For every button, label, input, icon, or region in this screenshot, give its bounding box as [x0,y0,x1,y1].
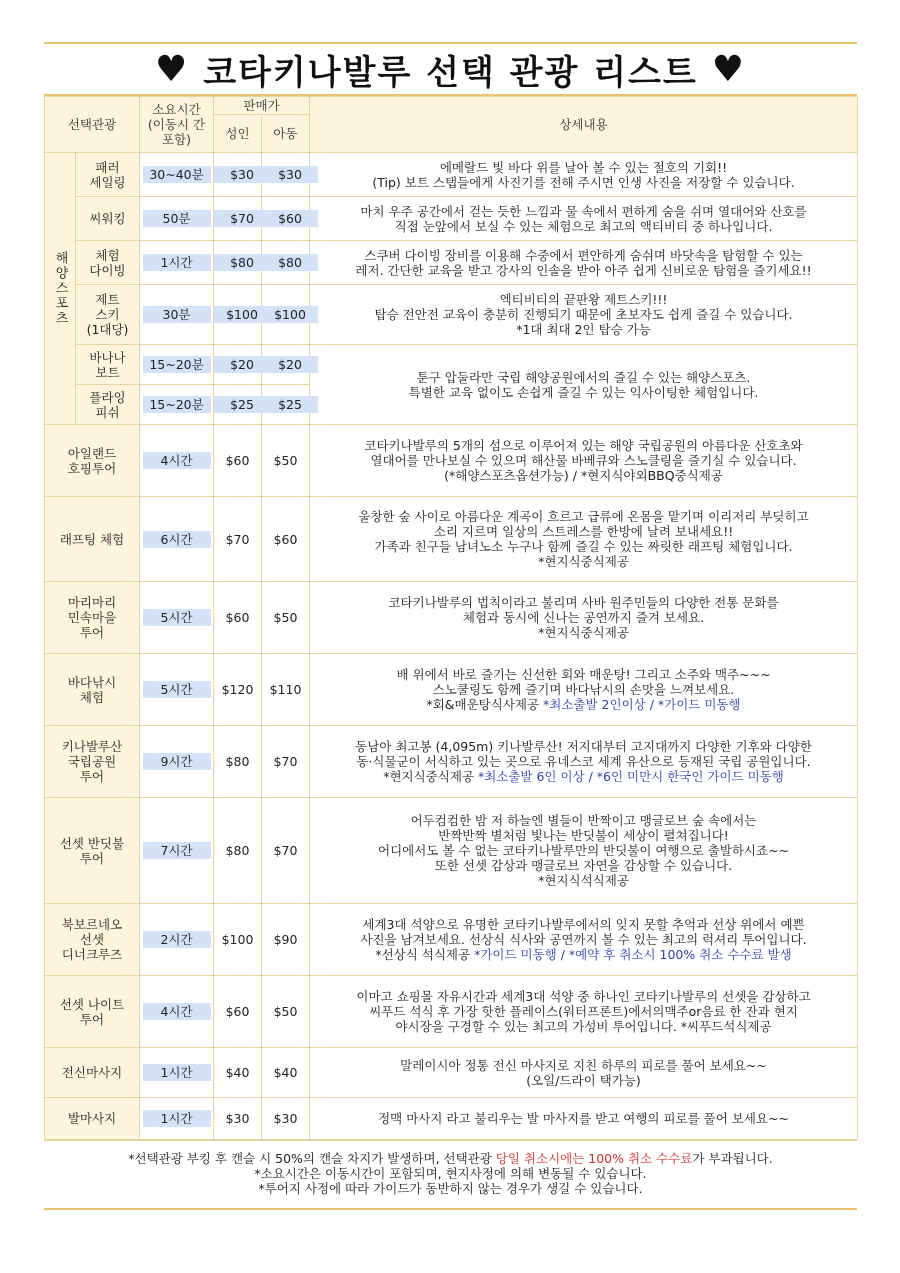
tour-name-text: 플라잉 피쉬 [89,389,126,420]
adult-price: $80 [214,726,262,798]
adult-price: $80 [214,798,262,904]
detail-text: 또한 선셋 감상과 맹글로브 자연을 감상할 수 있습니다. [434,858,733,873]
duration-value-cell [140,425,214,497]
detail-line [318,667,849,682]
detail-line [318,917,849,932]
detail-cell [310,904,858,976]
detail-text: *회&매운탕식사제공 [426,697,544,712]
table-row [45,153,858,197]
duration-value: 1시간 [143,1110,211,1127]
table-row [45,197,858,241]
tour-sheet [44,42,857,1210]
detail-text: 배 위에서 바로 즐기는 신선한 회와 매운탕! 그리고 소주와 맥주~~~ [396,667,771,682]
detail-text: 소리 지르며 일상의 스트레스를 한방에 날려 보내세요!! [433,524,734,539]
table-row [45,904,858,976]
tour-name-text: 선셋 나이트 투어 [59,996,125,1027]
tour-name-text: 전신마사지 [61,1065,123,1080]
tour-name [45,976,140,1048]
footer-line-1-a: *선택관광 부킹 후 캔슬 시 50%의 캔슬 차지가 발생하며, 선택관광 [128,1151,496,1166]
detail-line [318,1111,849,1126]
detail-cell [310,345,858,425]
tour-name [76,197,140,241]
adult-price: $40 [214,1048,262,1098]
child-price: $30 [262,166,318,183]
detail-line [318,524,849,539]
table-row [45,798,858,904]
detail-line: 스쿠버 다이빙 장비를 이용해 수중에서 편안하게 숨쉬며 바닷속을 탐험할 수 있는 [364,247,803,263]
detail-cell [310,153,858,197]
child-price-cell [262,197,310,241]
table-row [45,345,858,385]
header-detail: 상세내용 [310,97,858,153]
child-price-cell [262,345,310,385]
detail-text: 코타키나발루의 법칙이라고 불리며 사바 원주민들의 다양한 전통 문화를 [388,595,779,610]
detail-line [318,625,849,640]
detail-line [318,509,849,524]
duration-value: 1시간 [143,1064,211,1081]
duration-value: 5시간 [143,681,211,698]
footer-line-1-red: 당일 취소시에는 100% 취소 수수료 [495,1151,693,1166]
group-label: 해양스포츠 [45,153,76,425]
tour-name [76,241,140,285]
detail-line [318,468,849,483]
detail-line: 툰구 압둘라만 국립 해양공원에서의 즐길 수 있는 해양스포츠. [416,369,751,385]
child-price: $50 [262,582,310,654]
detail-line: 엑티비티의 끝판왕 제트스키!!! [499,292,668,307]
table-row [45,425,858,497]
detail-text: 야시장을 구경할 수 있는 최고의 가성비 투어입니다. *씨푸드석식제공 [395,1019,772,1034]
detail-line [318,754,849,769]
adult-price: $30 [214,1098,262,1140]
tour-name [76,345,140,385]
detail-text: *최소출발 2인이상 / *가이드 미동행 [543,697,741,712]
detail-text: 씨푸드 석식 후 가장 핫한 플레이스(워터프론트)에서의맥주or음료 한 잔과 현지 [369,1004,798,1019]
tour-name [45,1048,140,1098]
detail-text: 스노쿨링도 함께 즐기며 바다낚시의 손맛을 느껴보세요. [432,682,735,697]
detail-text: *현지식중식제공 [538,625,629,640]
header-duration-label: 소요시간 [152,102,201,117]
detail-line [318,769,849,784]
tour-name-text: 발마사지 [67,1111,117,1126]
detail-text: 울창한 숲 사이로 아름다운 계곡이 흐르고 급류에 온몸을 맡기며 이리저리 부딪히고 [358,509,809,524]
detail-text: 체험과 동시에 신나는 공연까지 즐겨 보세요. [462,610,705,625]
detail-cell [310,726,858,798]
detail-cell [310,425,858,497]
duration-value-cell [140,976,214,1048]
duration-value-cell [140,798,214,904]
duration-value-cell [140,654,214,726]
detail-line [318,539,849,554]
detail-line [318,595,849,610]
detail-line [318,1004,849,1019]
detail-cell [310,197,858,241]
detail-line [318,932,849,947]
duration-value-cell [140,385,214,425]
child-price: $70 [262,726,310,798]
adult-price-cell [214,197,262,241]
adult-price: $120 [214,654,262,726]
detail-line [318,843,849,858]
detail-line [318,1019,849,1034]
adult-price: $70 [214,497,262,582]
detail-line: 탑승 전안전 교육이 충분히 진행되기 때문에 초보자도 쉽게 즐길 수 있습니다. [374,307,793,322]
tour-name-text: 마리마리 민속마을 투어 [67,595,117,640]
detail-line [318,1058,849,1073]
table-row [45,1098,858,1140]
footer-line-2: *소요시간은 이동시간이 포함되며, 현지사정에 의해 변동될 수 있습니다. [254,1166,647,1181]
child-price: $25 [262,396,318,413]
child-price: $90 [262,904,310,976]
tour-name-text: 바다낚시 체험 [67,674,117,705]
detail-text: *가이드 미동행 / *예약 후 취소시 100% 취소 수수료 발생 [474,947,792,962]
page-title: 코타키나발루 선택 관광 리스트 [203,52,698,93]
tour-name-text: 키나발루산 국립공원 투어 [61,739,123,784]
detail-text: *현지식석식제공 [538,873,629,888]
footer-line-3: *투어지 사정에 따라 가이드가 동반하지 않는 경우가 생길 수 있습니다. [258,1181,643,1196]
tour-name [45,726,140,798]
child-price-cell [262,241,310,285]
detail-text: *최소출발 6인 이상 / *6인 미만시 한국인 가이드 미동행 [477,769,784,784]
header-duration-sub: (이동시 간포함) [147,117,206,147]
duration-value: 9시간 [143,753,211,770]
table-row [45,285,858,345]
duration-value-cell [140,726,214,798]
tour-name [76,285,140,345]
detail-line [318,828,849,843]
detail-text: 열대어를 만나보실 수 있으며 해산물 바베큐와 스노클링을 즐기실 수 있습니다. [370,453,797,468]
detail-cell [310,798,858,904]
detail-line [318,739,849,754]
duration-value-cell [140,345,214,385]
table-row [45,1048,858,1098]
adult-price-cell [214,285,262,345]
adult-price-cell [214,153,262,197]
adult-price-cell [214,345,262,385]
detail-cell [310,497,858,582]
header-price: 판매가 [214,97,310,115]
header-child: 아동 [262,115,310,153]
detail-text: 코타키나발루의 5개의 섬으로 이루어져 있는 해양 국립공원의 아름다운 산호초와 [364,438,803,453]
detail-line [318,873,849,888]
adult-price: $100 [214,904,262,976]
tour-name [45,904,140,976]
detail-line [318,554,849,569]
tour-name-text: 체험 다이빙 [89,247,126,278]
detail-text: 가족과 친구들 남녀노소 누구나 함께 즐길 수 있는 짜릿한 래프팅 체험입니다. [374,539,793,554]
duration-value: 15~20분 [143,396,211,413]
child-price: $50 [262,425,310,497]
duration-value: 15~20분 [143,356,211,373]
footer-line-1-b: 가 부과됩니다. [692,1151,773,1166]
detail-line [318,610,849,625]
detail-text: *선상식 석식제공 [375,947,475,962]
tour-name-text: 씨워킹 [89,211,126,226]
child-price: $30 [262,1098,310,1140]
tour-name [45,425,140,497]
duration-value-cell [140,1048,214,1098]
child-price: $100 [262,306,318,323]
duration-value: 30분 [143,306,211,323]
header-duration [140,97,214,153]
detail-line [318,453,849,468]
child-price: $20 [262,356,318,373]
duration-value: 6시간 [143,531,211,548]
tour-name-text: 선셋 반딧불 투어 [59,835,125,866]
detail-cell [310,582,858,654]
adult-price: $25 [214,396,270,413]
detail-text: 반짝반짝 별처럼 빛나는 반딧불이 세상이 펼쳐집니다! [438,828,729,843]
duration-value: 4시간 [143,1003,211,1020]
detail-text: *현지식중식제공 [538,554,629,569]
tour-name-text: 아일랜드 호핑투어 [67,445,117,476]
detail-text: 세계3대 석양으로 유명한 코타키나발루에서의 잊지 못할 추억과 선상 위에서 예쁜 [362,917,805,932]
tour-name-text: 패러 세일링 [89,159,126,190]
detail-text: 이마고 쇼핑몰 자유시간과 세계3대 석양 중 하나인 코타키나발루의 선셋을 감상하고 [356,989,811,1004]
adult-price-cell [214,241,262,285]
detail-cell [310,241,858,285]
detail-text: 동·식물군이 서식하고 있는 곳으로 유네스코 세계 유산으로 등재된 국립 공원입니다. [356,754,811,769]
detail-text: 어디에서도 볼 수 없는 코타키나발루만의 반딧불이 여행으로 출발하시죠~~ [378,843,790,858]
duration-value-cell [140,904,214,976]
duration-value: 50분 [143,210,211,227]
detail-text: (*해양스포츠옵션가능) / *현지식야외BBQ중식제공 [444,468,723,483]
duration-value-cell [140,153,214,197]
duration-value-cell [140,285,214,345]
tour-name [76,385,140,425]
detail-line: 직접 눈앞에서 보실 수 있는 체험으로 최고의 액티비티 중 하나입니다. [394,218,773,234]
duration-value-cell [140,582,214,654]
detail-line [318,1073,849,1088]
detail-line: 마치 우주 공간에서 걷는 듯한 느낌과 물 속에서 편하게 숨을 쉬며 열대어와 산호를 [360,203,807,219]
table-row [45,726,858,798]
detail-cell [310,654,858,726]
detail-line [318,858,849,873]
child-price: $80 [262,254,318,271]
footer-line-1 [44,1151,857,1166]
child-price: $60 [262,497,310,582]
detail-cell [310,285,858,345]
detail-line [318,682,849,697]
table-row [45,241,858,285]
table-row [45,654,858,726]
detail-text: (오일/드라이 택가능) [526,1072,641,1088]
table-row [45,976,858,1048]
table-row [45,582,858,654]
table-row [45,497,858,582]
adult-price: $60 [214,976,262,1048]
detail-line [318,697,849,712]
detail-cell [310,1098,858,1140]
header-tour: 선택관광 [45,97,140,153]
tour-name [45,497,140,582]
duration-value: 1시간 [143,254,211,271]
adult-price: $80 [214,254,270,271]
detail-text: 동남아 최고봉 (4,095m) 키나발루산! 저지대부터 고지대까지 다양한 기후와 다양한 [355,739,812,754]
detail-text: 정맥 마사지 라고 불리우는 발 마사지를 받고 여행의 피로를 풀어 보세요~~ [378,1111,789,1126]
detail-line: 레저. 간단한 교육을 받고 강사의 인솔을 받아 아주 쉽게 신비로운 탐험을 즐기세요!! [355,262,812,278]
heart-icon: ♥ [154,48,190,90]
duration-value: 5시간 [143,609,211,626]
tour-name [45,582,140,654]
adult-price: $20 [214,356,270,373]
duration-value: 7시간 [143,842,211,859]
tour-name [45,1098,140,1140]
child-price: $50 [262,976,310,1048]
adult-price: $60 [214,425,262,497]
detail-line [318,989,849,1004]
tour-name-text: 북보르네오 선셋 디너크루즈 [61,917,123,962]
tour-table [44,96,858,1140]
detail-line: 에메랄드 빛 바다 위를 날아 볼 수 있는 절호의 기회!! [439,159,728,175]
duration-value: 30~40분 [143,166,211,183]
detail-text: 사진을 남겨보세요. 선상식 식사와 공연까지 볼 수 있는 최고의 럭셔리 투어입니다. [360,932,807,947]
heart-icon: ♥ [711,48,747,90]
tour-name [45,654,140,726]
tour-name-text: 바나나 보트 [89,349,126,380]
detail-line [318,438,849,453]
tour-name [76,153,140,197]
detail-text: 어두컴컴한 밤 저 하늘엔 별들이 반짝이고 맹글로브 숲 속에서는 [410,813,757,828]
detail-line: *1대 최대 2인 탑승 가능 [516,322,651,337]
title-bar [44,42,857,96]
detail-line: (Tip) 보트 스탭들에게 사진기를 전해 주시면 인생 사진을 저장할 수 있습니다. [372,174,795,190]
footer-notes [44,1140,857,1210]
adult-price: $60 [214,582,262,654]
child-price: $40 [262,1048,310,1098]
adult-price: $30 [214,166,270,183]
child-price: $110 [262,654,310,726]
adult-price: $100 [214,306,270,323]
adult-price: $70 [214,210,270,227]
tour-name-text: 래프팅 체험 [59,531,125,547]
tour-name-text: 제트 스키 (1대당) [86,292,129,337]
duration-value-cell [140,241,214,285]
child-price: $70 [262,798,310,904]
duration-value: 2시간 [143,931,211,948]
duration-value: 4시간 [143,452,211,469]
detail-cell [310,1048,858,1098]
child-price-cell [262,285,310,345]
detail-cell [310,976,858,1048]
detail-text: *현지식중식제공 [383,769,478,784]
adult-price-cell [214,385,262,425]
detail-line [318,947,849,962]
detail-text: 말레이시아 정통 전신 마사지로 지친 하루의 피로를 풀어 보세요~~ [400,1057,767,1073]
child-price: $60 [262,210,318,227]
duration-value-cell [140,497,214,582]
detail-line: 특별한 교육 없이도 손쉽게 즐길 수 있는 익사이팅한 체험입니다. [408,384,759,400]
duration-value-cell [140,1098,214,1140]
child-price-cell [262,385,310,425]
duration-value-cell [140,197,214,241]
tour-name [45,798,140,904]
child-price-cell [262,153,310,197]
detail-line [318,813,849,828]
header-adult: 성인 [214,115,262,153]
